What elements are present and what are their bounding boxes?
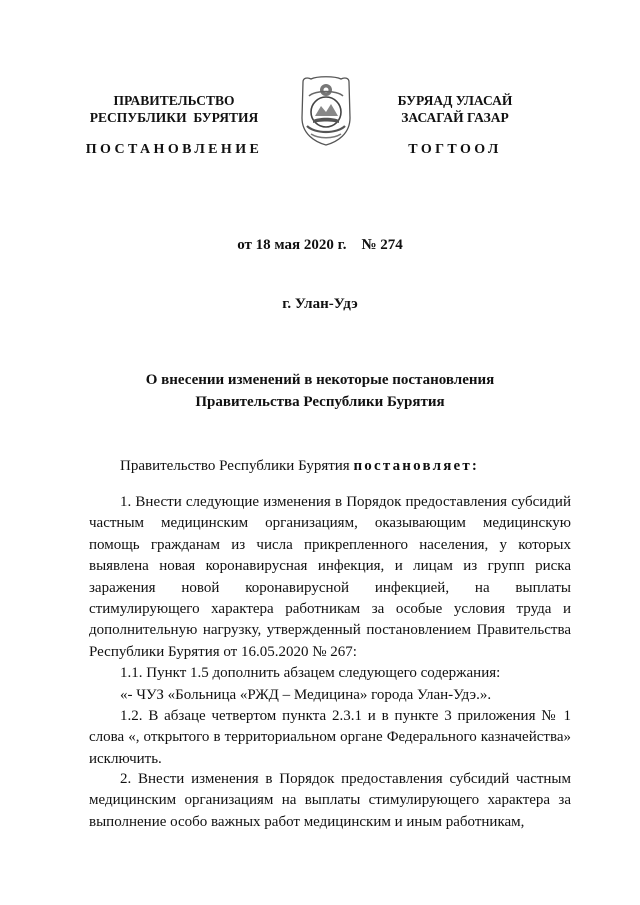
preamble	[89, 456, 571, 477]
right-org-line1: БУРЯАД УЛАСАЙ	[397, 93, 513, 108]
left-org-name	[64, 92, 284, 126]
preamble-text: Правительство Республики Бурятия	[120, 458, 354, 474]
document-title	[0, 369, 640, 413]
title-line1: О внесении изменений в некоторые постановления	[145, 372, 495, 388]
city: г. Улан-Удэ	[282, 296, 358, 312]
title-line2: Правительства Республики Бурятия	[195, 394, 445, 410]
paragraph-1-1: 1.1. Пункт 1.5 дополнить абзацем следующего содержания:	[120, 665, 501, 682]
date-number: от 18 мая 2020 г. № 274	[237, 237, 403, 253]
coat-of-arms-icon	[297, 76, 355, 146]
paragraph-1-1-quote: «- ЧУЗ «Больница «РЖД – Медицина» города Улан-Удэ.».	[120, 686, 492, 703]
right-org-line2: ЗАСАГАЙ ГАЗАР	[401, 110, 509, 125]
left-org-line1: ПРАВИТЕЛЬСТВО	[113, 93, 235, 108]
left-doc-type: ПОСТАНОВЛЕНИЕ	[85, 142, 263, 157]
preamble-emphasis: постановляет:	[353, 458, 480, 474]
paragraph-2	[89, 769, 571, 833]
right-doc-type: ТОГТООЛ	[408, 142, 502, 157]
paragraph-1	[89, 492, 571, 770]
right-org-name	[375, 92, 535, 126]
left-org-line2: РЕСПУБЛИКИ БУРЯТИЯ	[89, 110, 259, 125]
paragraph-2-text: 2. Внести изменения в Порядок предоставления субсидий частным медицинским организациям на выплаты стимулирующего характера за выполнение особо важных работ медицинским и иным работникам,	[89, 771, 571, 830]
paragraph-1-text: 1. Внести следующие изменения в Порядок предоставления субсидий частным медицинским организациям, оказывающим медицинскую помощь гражданам из числа прикрепленного населения, у которых выявлена новая коронавирусная инфекция, и лицам из групп риска заражения новой коронавирусной инфекцией, на выплаты стимулирующего характера работникам за особые условия труда и дополнительную нагрузку, утвержденный постановлением Правительства Республики Бурятия от 16.05.2020 № 267:	[89, 494, 571, 660]
paragraph-1-2: 1.2. В абзаце четвертом пункта 2.3.1 и в пункте 3 приложения № 1 слова «, открытого в территориальном органе Федерального казначейства» исключить.	[89, 708, 571, 767]
